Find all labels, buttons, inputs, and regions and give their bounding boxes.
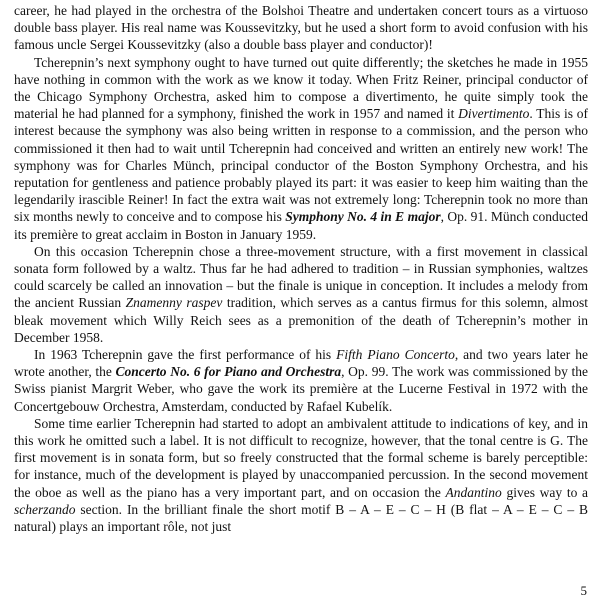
body-text	[14, 2, 588, 535]
paragraph	[14, 54, 588, 243]
text-run: Tcherepnin’s next symphony ought to have turned out quite differently; the sketches he made in 1955 have nothing in common with the work as we know it today. When Fritz Reiner, principal conductor of the Chicago Symphony Orchestra, asked him to compose a divertimento, he quite simply took the material he had planned for a symphony, finished the work in 1957 and named it	[14, 54, 588, 122]
italic-title: Fifth Piano Concerto	[336, 347, 455, 363]
paragraph	[14, 346, 588, 415]
paragraph	[14, 415, 588, 535]
work-title: Symphony No. 4 in E major	[285, 209, 441, 225]
italic-title: Znamenny raspev	[125, 295, 223, 311]
paragraph	[14, 243, 588, 346]
text-run: Some time earlier Tcherepnin had started to adopt an ambivalent attitude to indications of key, and in this work he omitted such a label. It is not difficult to recognize, however, that the tonal centre is G. The first movement is in sonata form, but so freely constructed that the formal scheme is barely perceptible: for instance, much of the development is played by unaccompanied percussion. In the second movement the oboe as well as the piano has a very important part, and on occasion the	[14, 415, 588, 500]
page-number: 5	[580, 583, 587, 598]
italic-title: Divertimento	[458, 106, 530, 122]
text-run: , Op. 91. Münch conducted its première to great acclaim in Boston in January 1959.	[14, 209, 588, 242]
text-run: , and two years later he wrote another, the	[14, 347, 588, 380]
text-run: , Op. 99. The work was commissioned by the Swiss pianist Margrit Weber, who gave the work its première at the Lucerne Festival in 1972 with the Concertgebouw Orchestra, Amsterdam, conducted by Rafael Kubelík.	[14, 364, 589, 414]
text-run: In 1963 Tcherepnin gave the first performance of his	[34, 347, 337, 363]
paragraph	[14, 2, 588, 54]
work-title: Concerto No. 6 for Piano and Orchestra	[115, 364, 342, 380]
italic-title: Andantino	[445, 484, 502, 500]
text-run: On this occasion Tcherepnin chose a three-movement structure, with a first movement in classical sonata form followed by a waltz. Thus far he had adhered to tradition – in Russian symphonies, waltzes could scarcely be called an innovation – but the finale is unique in conception. It includes a melody from the ancient Russian	[14, 243, 588, 311]
text-run: career, he had played in the orchestra of the Bolshoi Theatre and undertaken concert tours as a virtuoso double bass player. His real name was Koussevitzky, but he used a short form to avoid confusion with his famous uncle Sergei Koussevitzky (also a double bass player and conductor)!	[14, 3, 588, 53]
text-run: . This is of interest because the symphony was also being written in response to a commission, and the person who commissioned it then had to wait until Tcherepnin had conceived and written an entirely new work! The symphony was for Charles Münch, principal conductor of the Boston Symphony Orchestra, and his reputation for gentleness and patience probably played its part: it was easier to keep him waiting than the legendarily irascible Reiner! In fact the extra wait was not extremely long: Tcherepnin took no more than six months newly to conceive and to compose his	[14, 106, 588, 225]
text-run: tradition, which serves as a cantus firmus for this solemn, almost bleak movement which Willy Reich sees as a premonition of the death of Tcherepnin’s mother in December 1958.	[14, 295, 589, 345]
text-run: section. In the brilliant finale the short motif B – A – E – C – H (B flat – A – E – C – B natural) plays an important rôle, not just	[14, 501, 588, 535]
italic-title: scherzando	[14, 501, 76, 517]
text-run: gives way to a	[501, 484, 588, 500]
